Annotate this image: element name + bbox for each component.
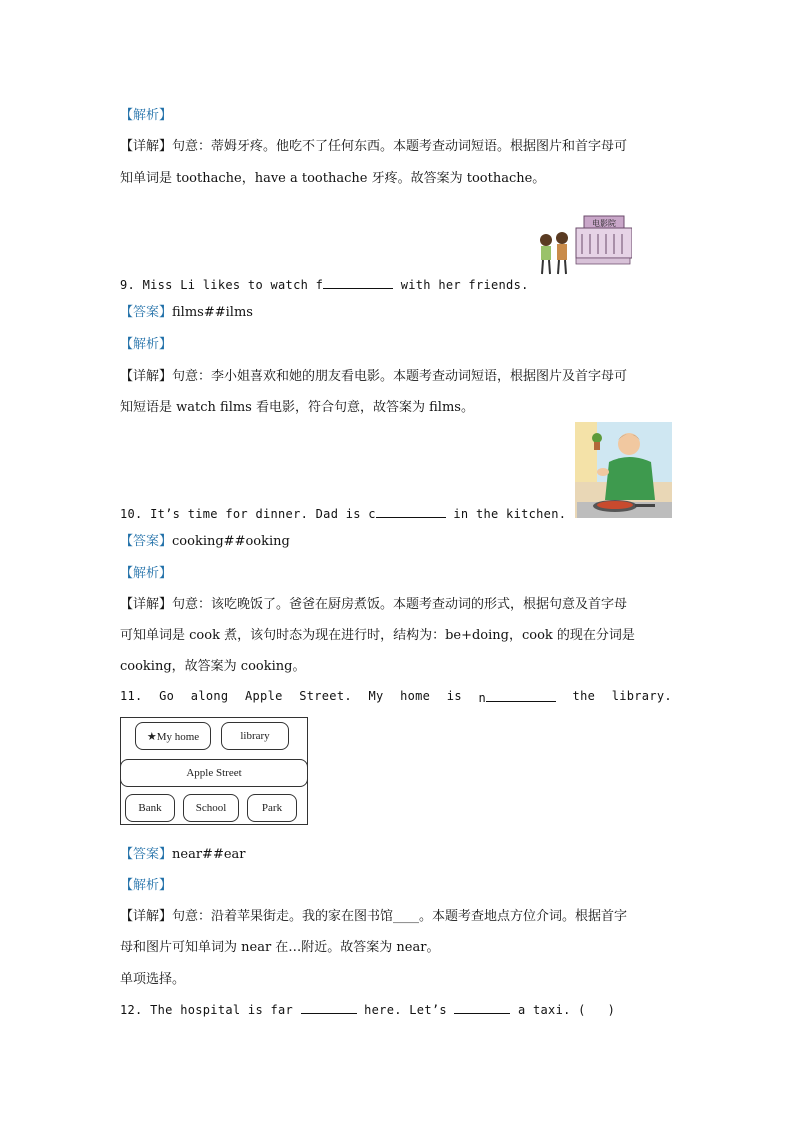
section-heading: 单项选择。 xyxy=(120,972,186,987)
analysis-heading: 【解析】 xyxy=(120,337,173,352)
question-word: Go xyxy=(159,689,175,703)
detail-line xyxy=(120,135,627,154)
answer-blank xyxy=(323,276,393,289)
question-word xyxy=(478,689,556,705)
question-9 xyxy=(120,276,529,292)
answer-label: 【答案】 xyxy=(120,847,173,862)
analysis-heading: 【解析】 xyxy=(120,566,173,581)
question-word: the xyxy=(572,689,596,703)
answer-blank xyxy=(376,505,446,518)
question-11 xyxy=(120,689,672,705)
answer-line xyxy=(120,301,253,320)
question-text: with her friends. xyxy=(393,278,529,292)
answer-blank xyxy=(486,689,556,702)
answer-label: 【答案】 xyxy=(120,305,173,320)
detail-text: 句意：该吃晚饭了。爸爸在厨房煮饭。本题考查动词的形式，根据句意及首字母 xyxy=(172,597,628,612)
cooking-image xyxy=(575,422,672,522)
answer-text: cooking##ooking xyxy=(172,534,290,549)
blank-initial: n xyxy=(478,691,486,705)
detail-text: 句意：李小姐喜欢和她的朋友看电影。本题考查动词短语，根据图片及首字母可 xyxy=(172,369,628,384)
map-park: Park xyxy=(247,794,297,822)
answer-line xyxy=(120,843,246,862)
question-word: 11. xyxy=(120,689,143,703)
street-map xyxy=(120,717,308,825)
cinema-image xyxy=(530,210,632,282)
question-word: is xyxy=(446,689,462,703)
map-school: School xyxy=(183,794,239,822)
question-text: 9. Miss Li likes to watch f xyxy=(120,278,324,292)
answer-blank xyxy=(301,1001,357,1014)
detail-label: 【详解】 xyxy=(120,369,173,384)
question-10 xyxy=(120,505,566,521)
detail-line: cooking，故答案为 cooking。 xyxy=(120,659,306,674)
question-12 xyxy=(120,1001,615,1017)
detail-line: 知单词是 toothache，have a toothache 牙疼。故答案为 toothache。 xyxy=(120,171,546,186)
question-word: along xyxy=(190,689,229,703)
answer-label: 【答案】 xyxy=(120,534,173,549)
detail-line xyxy=(120,905,627,924)
detail-label: 【详解】 xyxy=(120,139,173,154)
detail-label: 【详解】 xyxy=(120,597,173,612)
detail-line xyxy=(120,593,627,612)
analysis-heading: 【解析】 xyxy=(120,878,173,893)
map-library: library xyxy=(221,722,289,750)
answer-blank xyxy=(454,1001,510,1014)
question-text: 10. It’s time for dinner. Dad is c xyxy=(120,507,376,521)
answer-text: films##ilms xyxy=(172,305,253,320)
question-word: Apple xyxy=(245,689,283,703)
detail-line xyxy=(120,365,627,384)
question-word: Street. xyxy=(299,689,352,703)
question-word: home xyxy=(400,689,431,703)
answer-text: near##ear xyxy=(172,847,246,862)
question-text: here. Let’s xyxy=(356,1003,455,1017)
analysis-heading: 【解析】 xyxy=(120,108,173,123)
question-text: a taxi. ( xyxy=(510,1003,586,1017)
detail-line: 知短语是 watch films 看电影，符合句意，故答案为 films。 xyxy=(120,400,474,415)
answer-line xyxy=(120,530,290,549)
question-text: 12. The hospital is far xyxy=(120,1003,301,1017)
detail-line: 可知单词是 cook 煮，该句时态为现在进行时，结构为：be+doing，cook 的现在分词是 xyxy=(120,628,635,643)
question-text: ) xyxy=(607,1003,616,1017)
detail-text: 句意：蒂姆牙疼。他吃不了任何东西。本题考查动词短语。根据图片和首字母可 xyxy=(172,139,628,154)
cinema-sign: 电影院 xyxy=(592,219,616,228)
question-word: library. xyxy=(611,689,672,703)
question-word: My xyxy=(368,689,384,703)
question-text: in the kitchen. xyxy=(445,507,567,521)
detail-text: 句意：沿着苹果街走。我的家在图书馆____。本题考查地点方位介词。根据首字 xyxy=(172,909,628,924)
map-bank: Bank xyxy=(125,794,175,822)
detail-line: 母和图片可知单词为 near 在…附近。故答案为 near。 xyxy=(120,940,440,955)
map-apple-street: Apple Street xyxy=(120,759,308,787)
map-my-home: ★My home xyxy=(135,722,211,750)
detail-label: 【详解】 xyxy=(120,909,173,924)
